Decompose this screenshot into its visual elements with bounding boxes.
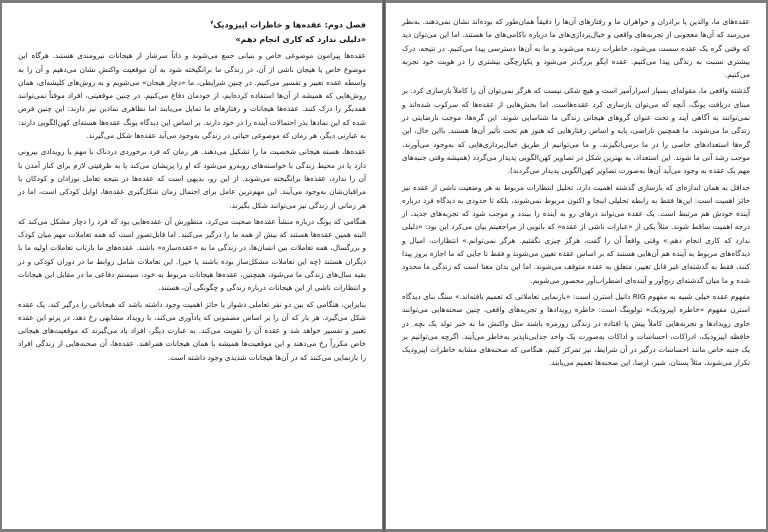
page-gutter (383, 0, 385, 532)
right-page (386, 3, 766, 529)
paragraph: گذشته واقعی ما، مقوله‌ای بسیار اسرارآمیز است و هیچ شکی نیست که هرگز نمی‌توان آن را کاملاً بازسازی کرد. بر مبنای دریافت یونگ، آنچه که می‌توان بازسازی کرد عقده‌هاست. اما بخش‌هایی از عقده‌ها که سرکوب شده‌اند و نمی‌توانند به آگاهی آیند و تحت عنوان گروهای هیجانی زندگی ما شناسایی شوند. این گره‌ها، موجب نارضایتی در زندگی ما می‌شوند. ما همچنین ناراضی، پایه و اساس رفتارهایی که هنوز هم تحت تأثیر آن‌ها هستند. بااین حال، این گره‌ها استعدادهای خاصی را در ما برمی‌انگیزند، و ما می‌توانیم از طریق خیال‌پردازی‌هایی که به‌وجود می‌آورند، موجب رشد آتی ما شوند. این استعداد، به بهترین شکل در تصاویر کهن‌الگویی پدیدار می‌گردد (همیشه وقتی جنبه‌های مهم یک عقده به وجود می‌آید آن‌ها به‌صورت تصاویر کهن‌الگویی پدیدار می‌گردند). (402, 86, 750, 176)
left-page (2, 3, 382, 529)
paragraph: عقده‌های ما، والدین یا برادران و خواهران ما و رفتارهای آن‌ها را دقیقاً همان‌طور که بوده‌اند نشان نمی‌دهند. به‌نظر می‌رسد که آن‌ها معجونی از تجربه‌های واقعی و خیال‌پردازی‌های ما درباره ناکامی‌های ما هستند. اما این می‌توان دید که وقتی گره یک عقده سست می‌شود، خاطرات زنده می‌شوند و ما به آن‌ها دسترسی پیدا می‌کنیم. در نتیجه، درک بیشتری نسبت به زندگی پیدا می‌کنیم. عقده ایگو بزرگ‌تر می‌شود و یکپارچگی بیشتری را در هویت خود تجربه می‌کنیم. (402, 17, 750, 80)
paragraph: هنگامی که یونگ درباره منشأ عقده‌ها صحبت می‌کرد، منظورش آن عقده‌هایی بود که فرد را دچار مشکل می‌کند که البته همین عقده‌ها هستند که بیش از همه ما را درگیر می‌کنند. اما قابل‌تصور است که همه تعاملات مهم میان کودک و بزرگسال، همه تعاملات بین انسان‌ها، در زندگی ما به «عقده‌سازه» باشند. عقده‌های ما بازتاب تعاملات اولیه ما با دیگران هستند (چه این تعاملات مشکل‌ساز بوده باشند یا خیر). این تعاملات شامل روابط ما در دوران کودکی و در بقیه سال‌های زندگی ما می‌شود، همچنین، عقده‌ها هیجانات مربوط به خود، سیستم دفاعی ما در مقابل این هیجانات و انتظارات ناشی از این هیجانات درباره زندگی و چگونگی آن، هستند. (18, 216, 366, 293)
paragraph: بنابراین، هنگامی که بین دو نفر تعاملی دشوار یا حائز اهمیت وجود داشته باشد که هیجاناتی را درگیر کند، یک عقده شکل می‌گیرد. هر بار که آن را بر اساس مضمونی که یادآوری می‌کند، با رویداد مشابهی رخ دهد، در پرتو این عقده تعبیر و تفسیر خواهد شد و عقده آن را تقویت می‌کند. به عبارت دیگر، افراد یاد می‌گیرند که موقعیت‌های هیجانی خاص مکرراً رخ می‌دهند و این موقعیت‌ها همیشه با همان هیجانات همراهند. عقده‌ها، آن صحنه‌هایی از زندگی افراد را بازنمایی می‌کنند که در آن‌ها هیجانات شدیدی وجود داشته است. (18, 299, 366, 362)
section-title: فصل دوم: عقده‌ها و خاطرات اپیزودیک$^۷$ (210, 20, 366, 30)
paragraph: حداقل به همان اندازه‌ای که بازسازی گذشته اهمیت دارد، تحلیل انتظارات مربوط به هر وضعیت ناشی از عقده نیز حائز اهمیت است: این‌ها فقط به رابطه تحلیلی اینجا و اکنون مربوط نمی‌شوند، بلکه تا حدودی به دیدگاه فرد درباره آینده خودش هم مرتبط است. یک عقده می‌تواند درهای رو به آینده را ببندد و موجب شود که تجربه‌های جدید، از درجه اهمیت ساقط شوند. مثلاً یکی از «عبارات ناشی از عقده» که بانویی از مراجعینم بیان می‌کرد این بود: «دلیلی ندارد که کاری انجام دهم.» وقتی واقعاً آن را گفت، هرگز چیزی نگفتیم. هرگز نمی‌توانم.» انتظارات، امیال و دیدگاه‌های مربوط به آینده هم آن‌هایی هستند که بر اساس عقده تعیین می‌شوند و فقط تا جایی که ما اجازه بروز پیدا کنند، فقط به گذشته‌ای غیر قابل تغییر، متعلق به عقده متوقف می‌شوند. اما این بدان معنا است که زندگی ما محدود شده و ما میان گذشته‌ای رنج‌آور و آینده‌ای اضطراب‌آور محصور می‌شویم. (402, 182, 750, 285)
paragraph: عقده‌ها پیرامون موضوعی خاص و بنیانی جمع می‌شوند و ذاتاً سرشار از هیجانات نیرومندی هستند. هرگاه این موضوع خاص یا هیجان ناشی از آن، در زندگی ما برانگیخته شود به آن موقعیت واکنش نشان می‌دهیم و آن را به واسطه عقده تعبیر و تفسیر می‌کنیم. در چنین شرایطی، ما «دچار هیجان» می‌شویم و به روش‌های کلیشه‌ای، همان روش‌هایی که همیشه از آن‌ها استفاده کرده‌ایم، از خودمان دفاع می‌کنیم. در چنین موقعیتی، افراد موقتاً نمی‌توانند همدیگر را درک کنند. عقده‌ها هیجانات و رفتارهای ما تمایل می‌یابند اما نظاهری نمادین نیز دارند: این چنین فرض شده که این نمادها بذر احتمالات آینده را در خود دارند. بر اساس این دیدگاه یونگ عقده‌ها هسته‌ای کهن‌الگویی دارند: به عبارتی دیگر، هر زمان که موضوعی حیاتی در زندگی به‌وجود می‌آید عقده‌ها شکل می‌گیرند. (18, 51, 366, 141)
paragraph: عقده‌ها، هسته هیجانی شخصیت ما را تشکیل می‌دهند. هر زمان که فرد برخوردی دردناک با مهم یا رویدادی بیرونی دارد یا در محیط زندگی با خواسته‌های روبه‌رو می‌شود که او را پریشان می‌کند یا به ظرفیتی لازم برای کنار آمدن با آن را ندارد، عقده‌ها برانگیخته می‌شوند. از این رو، بدیهی است که عقده‌ها در نتیجه تعامل نوزادان و کودکان با مراقبان‌شان به‌وجود می‌آیند. این مهم‌ترین عامل برای احتمال زمان شکل‌گیری عقده‌ها، اوایل کودکی است، اما در هر زمانی از زندگی نیز می‌توانند شکل بگیرند. (18, 147, 366, 210)
paragraph: مفهوم عقده خیلی شبیه به مفهوم RIG دانیل استرن است: «بازنمایی تعاملاتی که تعمیم یافته‌اند.» سنگ بنای دیدگاه استرن مفهوم «خاطره اپیزودیک» تولوینگ است: خاطره رویدادها و تجربه‌های واقعی، چنین صحنه‌هایی می‌توانند حاوی رویدادها و تجربه‌هایی کاملاً پیش پا افتاده در زندگی روزمره باشند مثل واکنش ما به خبر تولد یک بچه. در حافظه اپیزودیک، ادراکات، احساسات و اداکات به‌صورت یک واحد جدایی‌ناپذیر به‌خاطر می‌آیند. اگرچه می‌توانیم بر یک جنبه خاص مانند احساسات درگیر در آن شرایط، نیز تمرکز کنیم. هنگامی که صحنه‌های مشابه خاطرات اپیزودیک تکرار می‌شوند، مثلاً پستان، شیر، ارضا، این صحنه‌ها تعمیم می‌یابند. (402, 291, 750, 368)
footnote-mark: ۷ (210, 20, 214, 26)
section-subtitle: «دلیلی ندارد که کاری انجام دهم» (235, 34, 366, 44)
